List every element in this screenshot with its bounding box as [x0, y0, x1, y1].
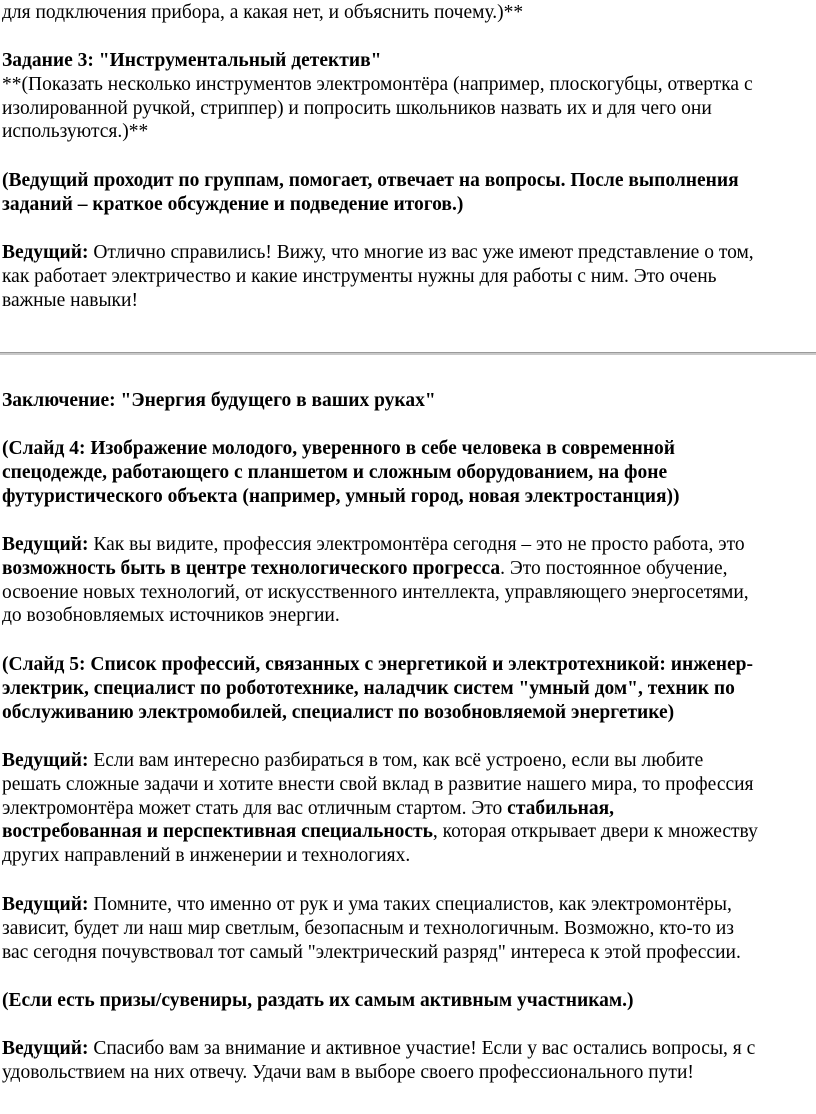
text-line: заданий – краткое обсуждение и подведение итогов.)	[2, 193, 464, 215]
conclusion-heading: Заключение: "Энергия будущего в ваших руках"	[2, 390, 436, 411]
text-line: для подключения прибора, а какая нет, и объяснить почему.)**	[2, 2, 524, 23]
speaker-label: Ведущий:	[2, 242, 89, 263]
text-line: освоение новых технологий, от искусственного интеллекта, управляющего энергосетями,	[2, 581, 749, 603]
emphasis-text: стабильная,	[507, 797, 615, 819]
paragraph-note-prizes	[2, 989, 814, 1013]
paragraph-task3	[2, 49, 814, 144]
text-line: важные навыки!	[2, 289, 138, 311]
paragraph-speech-5	[2, 1037, 814, 1085]
text-fragment: Отлично справились! Вижу, что многие из вас уже имеют представление о том,	[88, 242, 754, 263]
text-line: до возобновляемых источников энергии.	[2, 605, 340, 627]
text-line: футуристического объекта (например, умный город, новая электростанция))	[2, 485, 680, 507]
text-fragment: Помните, что именно от рук и ума таких специалистов, как электромонтёры,	[88, 894, 732, 915]
text-line: **(Показать несколько инструментов электромонтёра (например, плоскогубцы, отвертка с	[2, 73, 753, 95]
text-line: вас сегодня почувствовал тот самый "электрический разряд" интереса к этой профессии.	[2, 941, 741, 963]
text-line: спецодежде, работающего с планшетом и сложным оборудованием, на фоне	[2, 461, 668, 483]
paragraph-task2-end	[2, 1, 814, 25]
paragraph-slide-5	[2, 653, 814, 724]
emphasis-text: востребованная и перспективная специальность	[2, 821, 433, 843]
text-line: удовольствием на них отвечу. Удачи вам в выборе своего профессионального пути!	[2, 1061, 694, 1083]
text-fragment: , которая открывает двери к множеству	[432, 821, 758, 843]
paragraph-slide-4	[2, 437, 814, 508]
conclusion-heading-block	[2, 389, 814, 413]
emphasis-text: возможность быть в центре технологического прогресса	[2, 557, 501, 579]
speaker-label: Ведущий:	[2, 1038, 89, 1059]
speaker-label: Ведущий:	[2, 534, 89, 555]
paragraph-speech-4	[2, 893, 814, 964]
text-line: используются.)**	[2, 121, 149, 143]
text-line: (Слайд 4: Изображение молодого, уверенного в себе человека в современной	[2, 438, 675, 459]
paragraph-speech-3	[2, 749, 814, 868]
speaker-label: Ведущий:	[2, 750, 89, 771]
text-line: (Слайд 5: Список профессий, связанных с энергетикой и электротехникой: инженер-	[2, 654, 753, 675]
text-line: (Ведущий проходит по группам, помогает, отвечает на вопросы. После выполнения	[2, 170, 739, 191]
paragraph-speech-1	[2, 241, 814, 312]
paragraph-note-groups	[2, 169, 814, 217]
text-fragment: Если вам интересно разбираться в том, как всё устроено, если вы любите	[88, 750, 704, 771]
text-fragment: Спасибо вам за внимание и активное участие! Если у вас остались вопросы, я с	[88, 1038, 756, 1059]
text-line: зависит, будет ли наш мир светлым, безопасным и технологичным. Возможно, кто-то из	[2, 917, 734, 939]
text-fragment: Как вы видите, профессия электромонтёра сегодня – это не просто работа, это	[88, 534, 745, 555]
text-line: как работает электричество и какие инструменты нужны для работы с ним. Это очень	[2, 265, 717, 287]
text-line: других направлений в инженерии и технологиях.	[2, 845, 411, 867]
text-line: электрик, специалист по робототехнике, наладчик систем "умный дом", техник по	[2, 677, 735, 699]
text-line: (Если есть призы/сувениры, раздать их самым активным участникам.)	[2, 990, 634, 1011]
text-line: обслуживанию электромобилей, специалист по возобновляемой энергетике)	[2, 701, 675, 723]
text-line: изолированной ручкой, стриппер) и попросить школьников назвать их и для чего они	[2, 97, 712, 119]
text-fragment: электромонтёра может стать для вас отличным стартом. Это	[2, 797, 508, 819]
text-fragment: . Это постоянное обучение,	[500, 557, 728, 579]
paragraph-speech-2	[2, 533, 814, 628]
task3-heading: Задание 3: "Инструментальный детектив"	[2, 50, 382, 71]
horizontal-divider	[0, 352, 816, 355]
text-line: решать сложные задачи и хотите внести свой вклад в развитие нашего мира, то профессия	[2, 773, 754, 795]
speaker-label: Ведущий:	[2, 894, 89, 915]
